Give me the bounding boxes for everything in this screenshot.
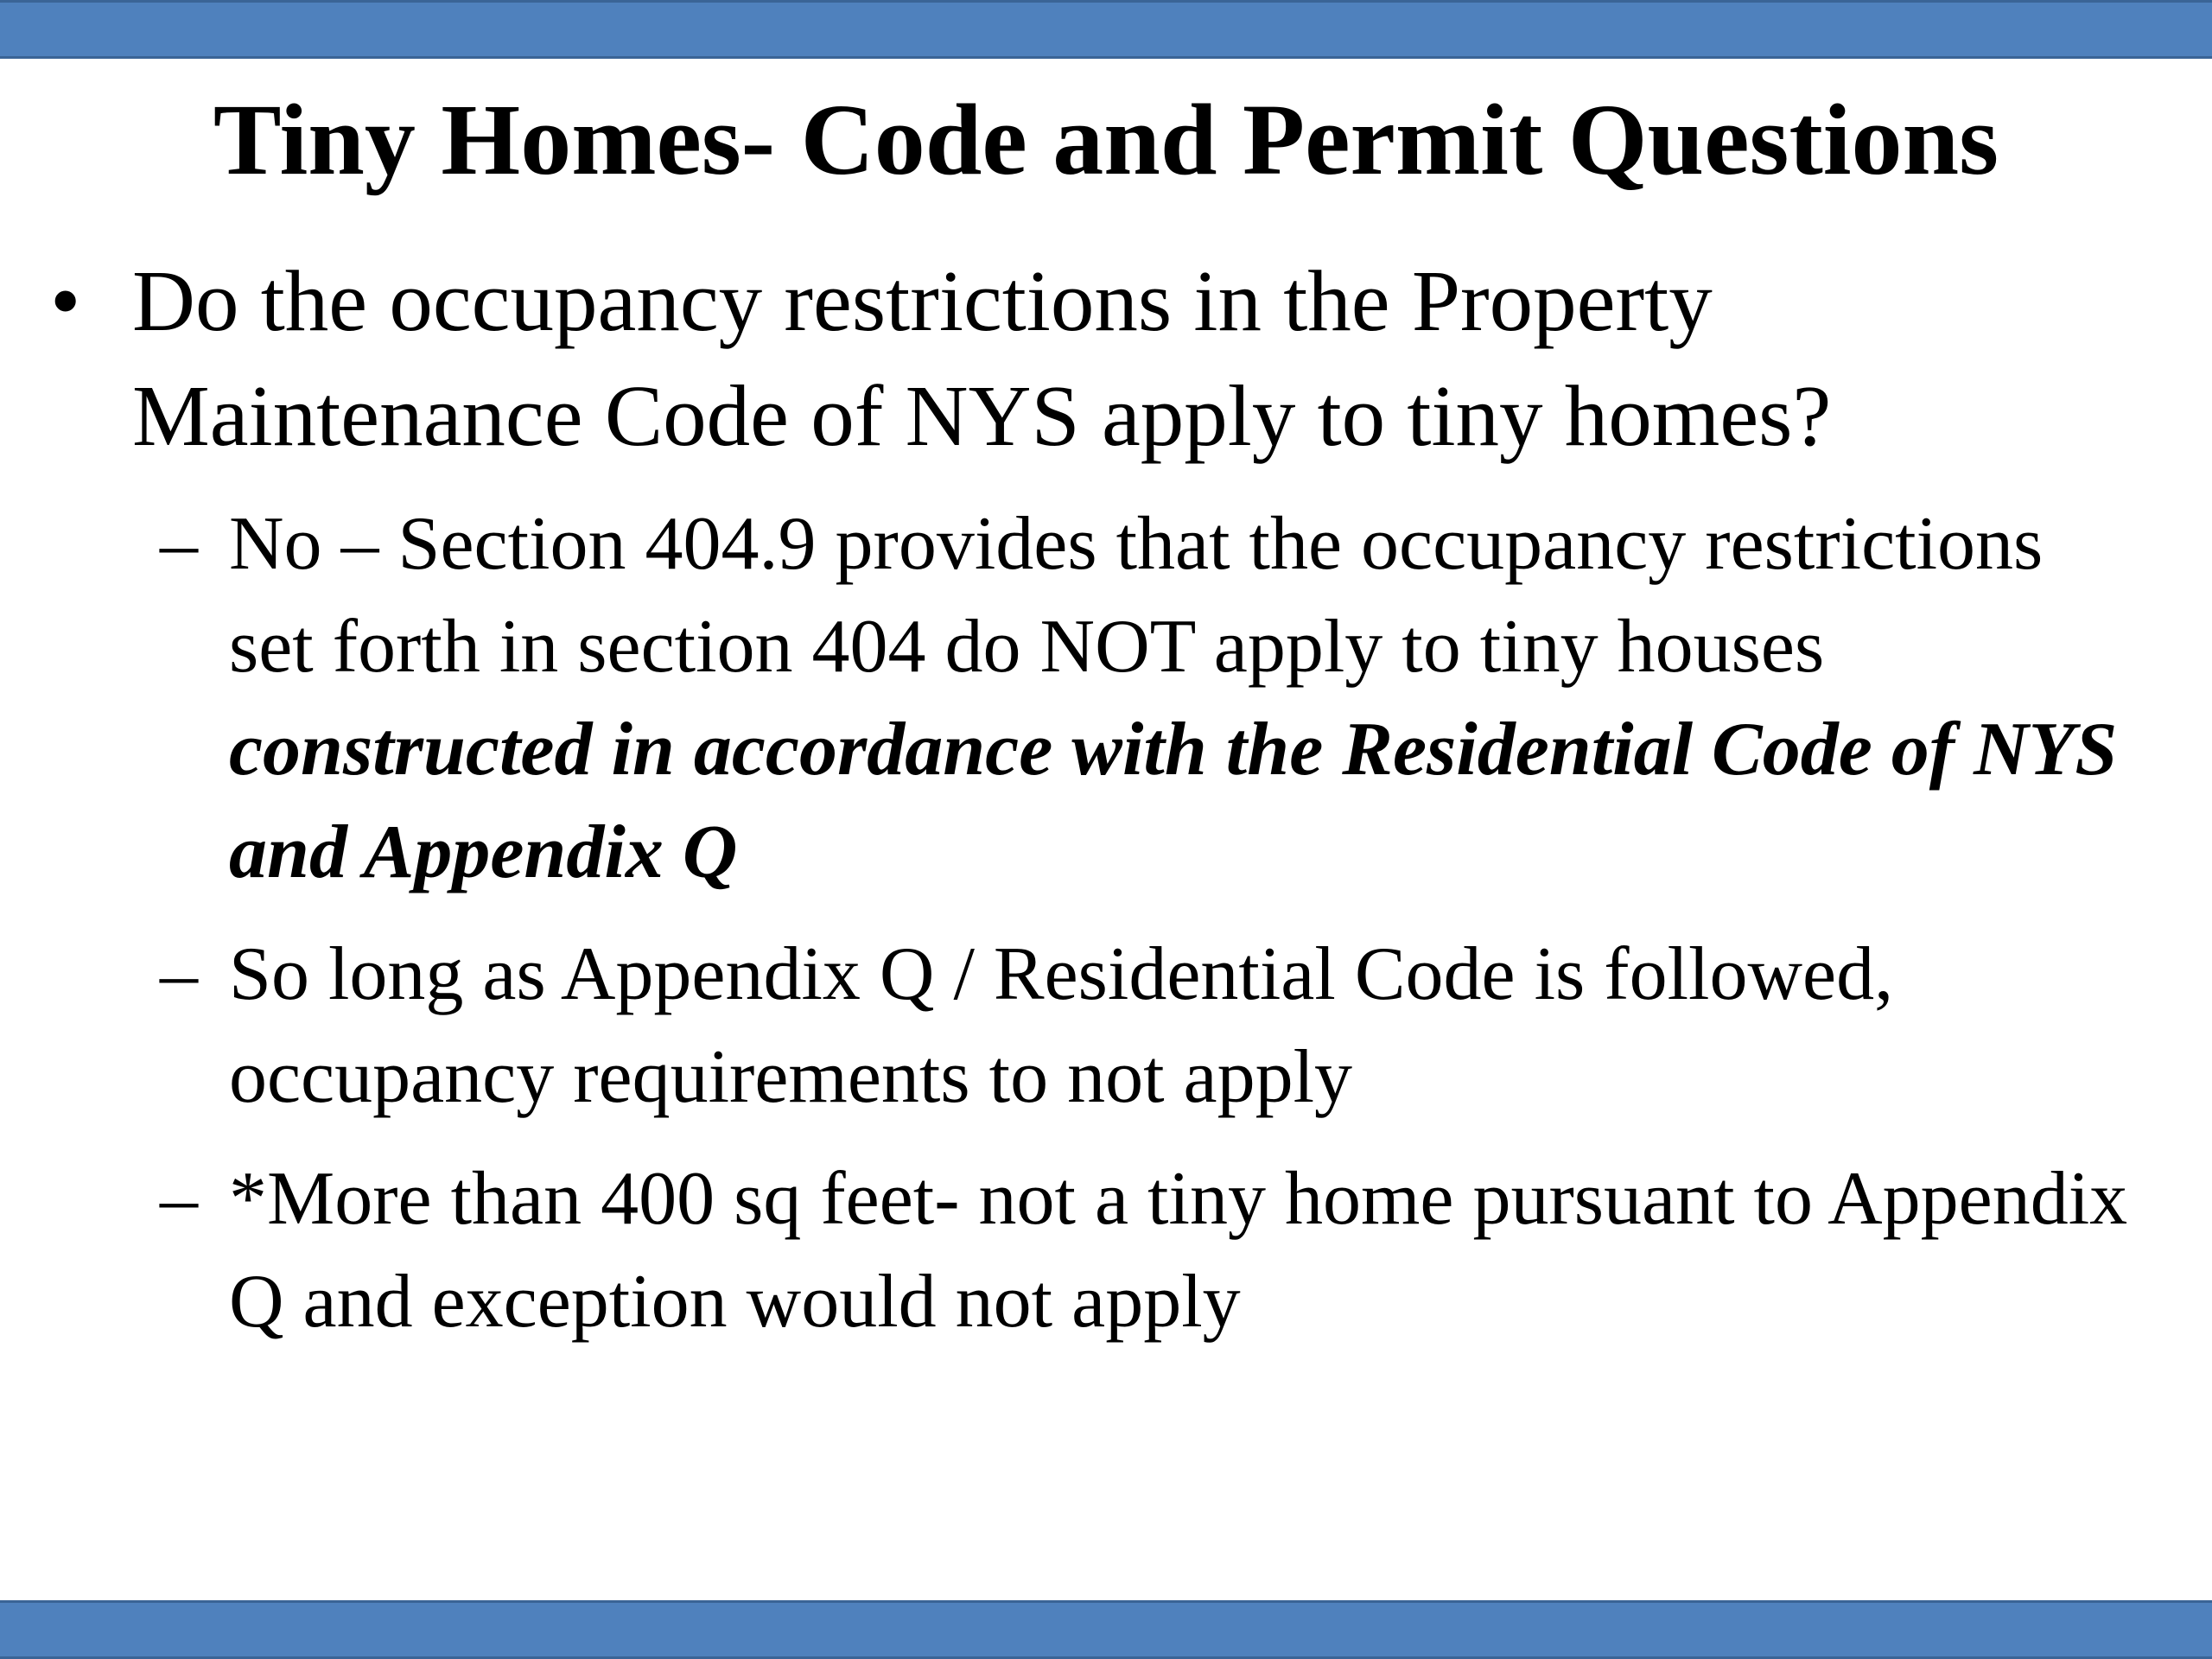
answer-bullet-2 [0, 923, 2130, 1128]
sub-bullet-marker: – [160, 932, 198, 1016]
answer-1-text: No – Section 404.9 provides that the occupancy restrictions set forth in section 404 do NOT apply to tiny houses [229, 502, 2044, 689]
bottom-accent-bar [0, 1600, 2212, 1659]
answer-1-emphasis: constructed in accordance with the Residential Code of NYS and Appendix Q [229, 708, 2118, 894]
sub-bullet-marker: – [160, 502, 198, 586]
slide-content [0, 244, 2212, 1353]
question-bullet [0, 244, 2120, 474]
answer-3-text: *More than 400 sq feet- not a tiny home pursuant to Appendix Q and exception would not apply [229, 1157, 2128, 1344]
sub-bullet-marker: – [160, 1157, 198, 1241]
answer-bullet-3 [0, 1147, 2130, 1353]
answer-2-text: So long as Appendix Q / Residential Code is followed, occupancy requirements to not apply [229, 932, 1894, 1119]
bullet-marker: • [50, 252, 81, 349]
question-text: Do the occupancy restrictions in the Property Maintenance Code of NYS apply to tiny homes? [132, 252, 1832, 464]
slide-title: Tiny Homes- Code and Permit Questions [213, 83, 1999, 196]
answer-bullet-1 [0, 493, 2130, 904]
top-accent-bar [0, 0, 2212, 59]
